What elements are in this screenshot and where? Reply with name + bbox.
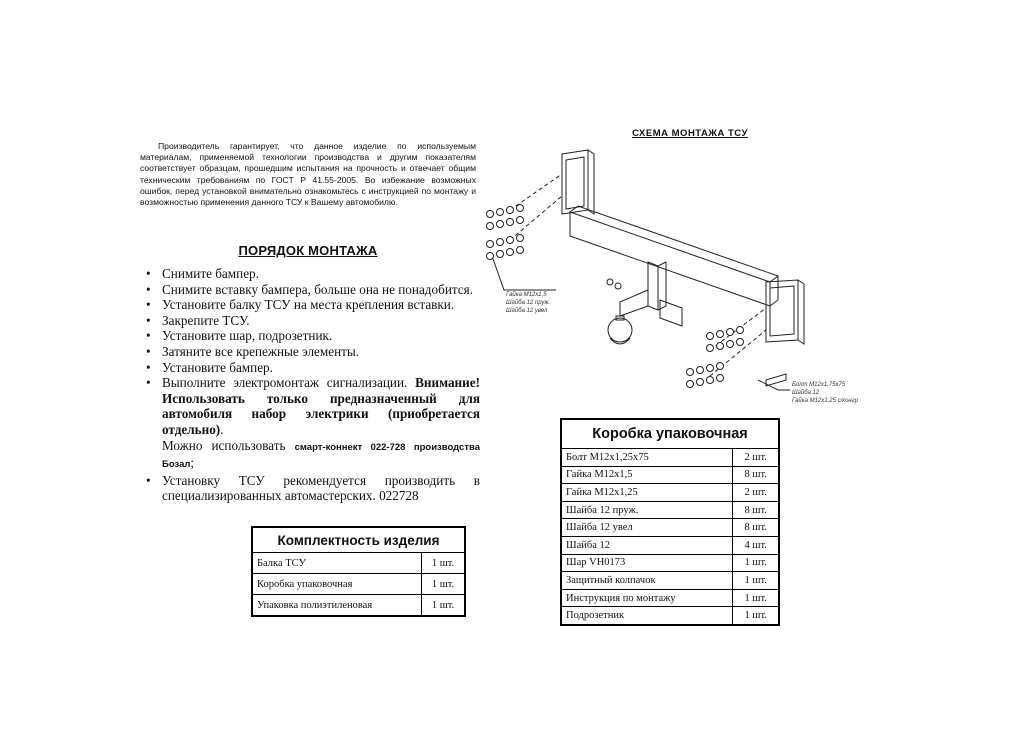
step-electrics-end: . xyxy=(220,421,224,437)
item-qty: 1 шт. xyxy=(422,595,465,617)
warranty-paragraph: Производитель гарантирует, что данное изделие по используемым материалам, применяемой технологии производства и другим показателям соответствует образцам, прошедшим испытания на прочность и отвечает общим техническим требованиям по ГОСТ Р 41.55-2005. Во избежание возможных ошибок, перед установкой внимательно ознакомьтесь с инструкцией по монтажу и возможностью применения данного ТСУ к Вашему автомобилю. xyxy=(140,141,476,208)
table-row xyxy=(561,519,779,537)
item-qty: 2 шт. xyxy=(733,449,779,467)
item-name: Подрозетник xyxy=(561,607,733,625)
step-electrics-text: Выполните электромонтаж сигнализации. xyxy=(162,375,416,391)
item-name: Шар VH0173 xyxy=(561,554,733,572)
table-row xyxy=(561,536,779,554)
label-left-2: Шайба 12 пруж. xyxy=(506,300,551,306)
item-name: Инструкция по монтажу xyxy=(561,589,733,607)
item-name: Коробка упаковочная xyxy=(252,574,422,595)
table-row xyxy=(561,466,779,484)
step-electrics-alt: Можно использовать xyxy=(162,437,295,453)
step-item: • Установите балку ТСУ на места крепления вставки. xyxy=(140,297,480,313)
table-row xyxy=(561,484,779,502)
completeness-table xyxy=(251,526,466,617)
table-row xyxy=(561,501,779,519)
item-name: Болт М12х1,25х75 xyxy=(561,449,733,467)
item-qty: 8 шт. xyxy=(733,466,779,484)
step-item: • Установку ТСУ рекомендуется производить в специализированных автомастерских. 022728 xyxy=(140,473,480,504)
scheme-title: СХЕМА МОНТАЖА ТСУ xyxy=(632,128,748,139)
item-name: Шайба 12 xyxy=(561,536,733,554)
step-item: • Закрепите ТСУ. xyxy=(140,313,480,329)
step-electrics-warning: Внимание! Использовать только предназначенный для автомобиля набор электрики (приобретается отдельно) xyxy=(162,375,480,437)
item-name: Шайба 12 увел xyxy=(561,519,733,537)
box-contents-title: Коробка упаковочная xyxy=(561,419,779,449)
table-row xyxy=(561,554,779,572)
step-item: • Снимите вставку бампера, больше она не понадобится. xyxy=(140,282,480,298)
installation-steps xyxy=(140,266,480,504)
item-name: Шайба 12 пруж. xyxy=(561,501,733,519)
label-right-1: Болт М12х1,75х75 xyxy=(792,382,846,388)
item-name: Упаковка полиэтиленовая xyxy=(252,595,422,617)
item-qty: 1 шт. xyxy=(733,572,779,590)
table-row xyxy=(561,572,779,590)
item-qty: 1 шт. xyxy=(733,607,779,625)
completeness-title: Комплектность изделия xyxy=(252,527,465,553)
label-left-1: Гайка М12х1,5 xyxy=(506,292,547,298)
step-item: • Затяните все крепежные элементы. xyxy=(140,344,480,360)
installation-title: ПОРЯДОК МОНТАЖА xyxy=(238,243,378,258)
item-qty: 8 шт. xyxy=(733,501,779,519)
step-item-electrics xyxy=(140,375,480,473)
step-item: • Снимите бампер. xyxy=(140,266,480,282)
step-item: • Установите шар, подрозетник. xyxy=(140,328,480,344)
item-qty: 1 шт. xyxy=(733,554,779,572)
item-name: Гайка М12х1,5 xyxy=(561,466,733,484)
table-row xyxy=(561,589,779,607)
table-row xyxy=(561,449,779,467)
item-name: Защитный колпачок xyxy=(561,572,733,590)
step-electrics-product: смарт-коннект 022-728 производства Бозал xyxy=(162,441,480,471)
box-contents-table xyxy=(560,418,780,626)
table-row xyxy=(252,574,465,595)
table-row xyxy=(252,595,465,617)
item-name: Балка ТСУ xyxy=(252,553,422,574)
table-row xyxy=(252,553,465,574)
item-name: Гайка М12х1,25 xyxy=(561,484,733,502)
item-qty: 1 шт. xyxy=(422,553,465,574)
item-qty: 1 шт. xyxy=(422,574,465,595)
step-item: • Установите бампер. xyxy=(140,360,480,376)
label-right-3: Гайка М12х1,25 с/конгр xyxy=(792,398,859,404)
towbar-diagram xyxy=(470,140,890,420)
item-qty: 1 шт. xyxy=(733,589,779,607)
item-qty: 8 шт. xyxy=(733,519,779,537)
item-qty: 4 шт. xyxy=(733,536,779,554)
label-right-2: Шайба 12 xyxy=(792,390,820,396)
item-qty: 2 шт. xyxy=(733,484,779,502)
table-row xyxy=(561,607,779,625)
label-left-3: Шайба 12 увел xyxy=(506,308,548,314)
step-electrics-alt-end: ; xyxy=(190,455,195,471)
